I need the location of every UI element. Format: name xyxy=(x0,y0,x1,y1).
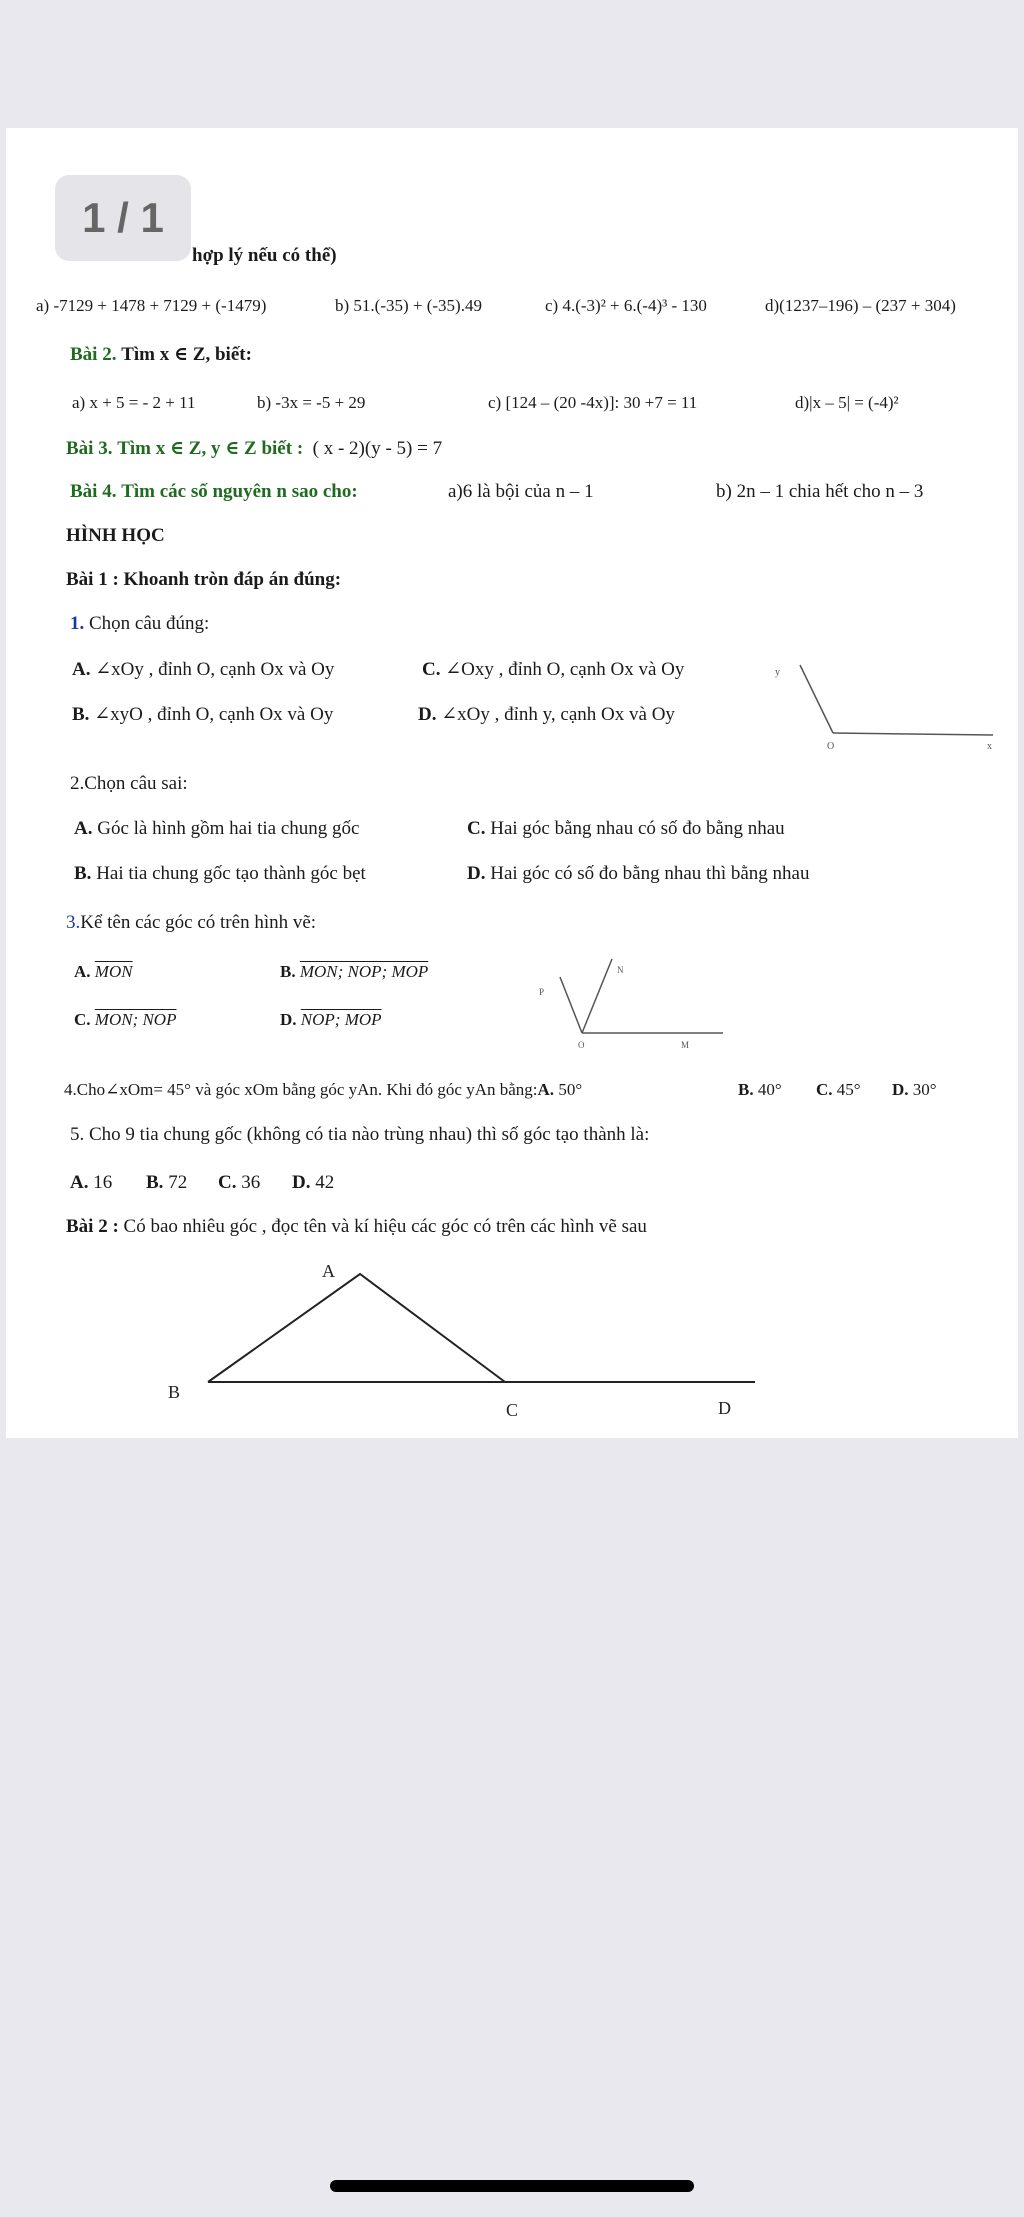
label-n: N xyxy=(617,965,624,975)
bai4-label: Bài 4. xyxy=(70,481,117,502)
point-a-label: A xyxy=(322,1261,335,1281)
q5-option-b-key: B. xyxy=(146,1172,164,1193)
q1-option-c-text: ∠Oxy , đỉnh O, cạnh Ox và Oy xyxy=(445,659,685,680)
label-o: O xyxy=(827,741,835,752)
q1-option-d-text: ∠xOy , đỉnh y, cạnh Ox và Oy xyxy=(441,704,675,725)
q3-option-a-text: $\overline{MON}$ xyxy=(94,962,133,981)
q1-number: 1. xyxy=(70,613,85,634)
bai3-line xyxy=(66,437,442,460)
bai2-heading xyxy=(70,343,252,366)
q4-option-c xyxy=(816,1080,861,1100)
q1-option-a-key: A. xyxy=(72,659,91,680)
label-x: x xyxy=(987,741,992,752)
q5-option-a-key: A. xyxy=(70,1172,89,1193)
q4-option-a-key: A. xyxy=(537,1080,555,1099)
bai4-a: a)6 là bội của n – 1 xyxy=(448,481,594,502)
q2-option-b-text: Hai tia chung gốc tạo thành góc bẹt xyxy=(96,863,366,884)
q1-option-a xyxy=(72,658,334,681)
q3-option-a xyxy=(74,962,133,982)
q5-option-c-text: 36 xyxy=(241,1172,261,1193)
q1-option-d-key: D. xyxy=(418,704,437,725)
bai2-geo-label: Bài 2 : xyxy=(66,1216,119,1237)
q3-number: 3. xyxy=(66,912,81,933)
label-o2: O xyxy=(578,1040,585,1050)
geometry-heading: HÌNH HỌC xyxy=(66,525,165,546)
q2-text: 2.Chọn câu sai: xyxy=(70,773,188,794)
arith-item-b: b) 51.(-35) + (-35).49 xyxy=(335,296,482,315)
arith-item-a: a) -7129 + 1478 + 7129 + (-1479) xyxy=(36,296,267,315)
q3-option-c xyxy=(74,1010,176,1030)
q2-option-b-key: B. xyxy=(74,863,92,884)
bai2-item-c: c) [124 – (20 -4x)]: 30 +7 = 11 xyxy=(488,393,698,412)
q1-text xyxy=(70,613,209,635)
q3-option-c-text: MON; NOP xyxy=(94,1010,177,1029)
bai2-label: Bài 2. xyxy=(70,344,117,365)
q1-option-b-text: ∠xyO , đỉnh O, cạnh Ox và Oy xyxy=(94,704,334,725)
q1-option-b-key: B. xyxy=(72,704,90,725)
label-p: P xyxy=(539,987,545,997)
home-indicator-bar[interactable] xyxy=(330,2180,694,2192)
bai1-title: Bài 1 : Khoanh tròn đáp án đúng: xyxy=(66,569,342,590)
q3-option-d xyxy=(280,1010,382,1030)
q3-option-b xyxy=(280,962,428,982)
q2-option-b xyxy=(74,863,366,885)
q3-option-d-key: D. xyxy=(280,1010,297,1029)
q4-option-d-text: 30° xyxy=(912,1080,937,1099)
q1-option-b xyxy=(72,703,333,726)
q4-option-b-text: 40° xyxy=(757,1080,782,1099)
q5-option-d-text: 42 xyxy=(315,1172,335,1193)
bai3-equation: ( x - 2)(y - 5) = 7 xyxy=(312,438,443,459)
bai4-b: b) 2n – 1 chia hết cho n – 3 xyxy=(716,481,924,502)
q3-prompt: Kể tên các góc có trên hình vẽ: xyxy=(80,912,317,933)
q3-option-b-key: B. xyxy=(280,962,296,981)
q5-option-b-text: 72 xyxy=(168,1172,188,1193)
q4-line xyxy=(64,1080,582,1100)
q4-option-d xyxy=(892,1080,937,1100)
ray-on xyxy=(582,959,612,1033)
ray-ox xyxy=(833,733,993,735)
q1-option-a-text: ∠xOy , đỉnh O, cạnh Ox và Oy xyxy=(95,659,335,680)
q3-text xyxy=(66,912,316,934)
q1-prompt: Chọn câu đúng: xyxy=(89,613,210,634)
bai2-geo-text: Có bao nhiêu góc , đọc tên và kí hiệu các góc có trên các hình vẽ sau xyxy=(123,1216,647,1237)
q5-option-a xyxy=(70,1172,112,1194)
page-indicator-badge: 1 / 1 xyxy=(55,175,191,261)
ray-oy xyxy=(800,665,833,733)
bai3-label: Bài 3. xyxy=(66,438,113,459)
q3-option-c-key: C. xyxy=(74,1010,91,1029)
bai4-line xyxy=(70,481,358,503)
q4-option-c-key: C. xyxy=(816,1080,833,1099)
bai2-item-b: b) -3x = -5 + 29 xyxy=(257,393,366,412)
point-d-label: D xyxy=(718,1398,731,1418)
triangle-figure xyxy=(150,1260,770,1430)
q2-option-c-text: Hai góc bằng nhau có số đo bằng nhau xyxy=(490,818,785,839)
q5-option-c-key: C. xyxy=(218,1172,237,1193)
ray-op xyxy=(560,977,582,1033)
q2-option-d-text: Hai góc có số đo bằng nhau thì bằng nhau xyxy=(490,863,810,884)
arith-item-c: c) 4.(-3)² + 6.(-4)³ - 130 xyxy=(545,296,707,315)
q2-option-d xyxy=(467,863,809,885)
label-m: M xyxy=(681,1040,690,1050)
q5-option-c xyxy=(218,1172,260,1194)
q4-option-c-text: 45° xyxy=(836,1080,861,1099)
arith-title: hợp lý nếu có thể) xyxy=(192,245,337,266)
q2-option-a-key: A. xyxy=(74,818,93,839)
triangle-sides xyxy=(208,1274,505,1382)
q3-option-b-text: MON; NOP; MOP xyxy=(299,962,429,981)
arith-item-d: d)(1237–196) – (237 + 304) xyxy=(765,296,956,315)
bai4-prompt: Tìm các số nguyên n sao cho: xyxy=(121,481,358,502)
q5-option-b xyxy=(146,1172,187,1194)
point-b-label: B xyxy=(168,1382,181,1402)
q4-option-d-key: D. xyxy=(892,1080,909,1099)
angle-xoy-figure xyxy=(765,655,1005,755)
q2-option-a-text: Góc là hình gồm hai tia chung gốc xyxy=(97,818,360,839)
angles-mnp-figure xyxy=(535,955,730,1055)
q1-option-c-key: C. xyxy=(422,659,441,680)
q1-option-c xyxy=(422,658,684,681)
q4-text: 4.Cho∠xOm= 45° và góc xOm bằng góc yAn. Khi đó góc yAn bằng: xyxy=(64,1080,538,1099)
bai3-prompt: Tìm x ∈ Z, y ∈ Z biết : xyxy=(117,438,304,459)
bai2-item-d: d)|x – 5| = (-4)² xyxy=(795,393,899,412)
q4-option-a-text: 50° xyxy=(558,1080,583,1099)
point-c-label: C xyxy=(506,1400,519,1420)
q2-option-a xyxy=(74,818,359,840)
bai2-item-a: a) x + 5 = - 2 + 11 xyxy=(72,393,196,412)
bai2-prompt: Tìm x ∈ Z, biết: xyxy=(121,344,252,365)
q3-option-a-key: A. xyxy=(74,962,91,981)
q5-option-d xyxy=(292,1172,334,1194)
q2-option-c xyxy=(467,818,785,840)
q2-option-c-key: C. xyxy=(467,818,486,839)
q1-option-d xyxy=(418,703,675,726)
q4-option-b xyxy=(738,1080,782,1100)
q5-text: 5. Cho 9 tia chung gốc (không có tia nào trùng nhau) thì số góc tạo thành là: xyxy=(70,1124,650,1145)
q2-option-d-key: D. xyxy=(467,863,486,884)
bai2-geo-line xyxy=(66,1216,647,1238)
q5-option-a-text: 16 xyxy=(93,1172,113,1193)
q5-option-d-key: D. xyxy=(292,1172,311,1193)
q4-option-b-key: B. xyxy=(738,1080,754,1099)
label-y: y xyxy=(775,667,780,678)
q3-option-d-text: NOP; MOP xyxy=(300,1010,382,1029)
